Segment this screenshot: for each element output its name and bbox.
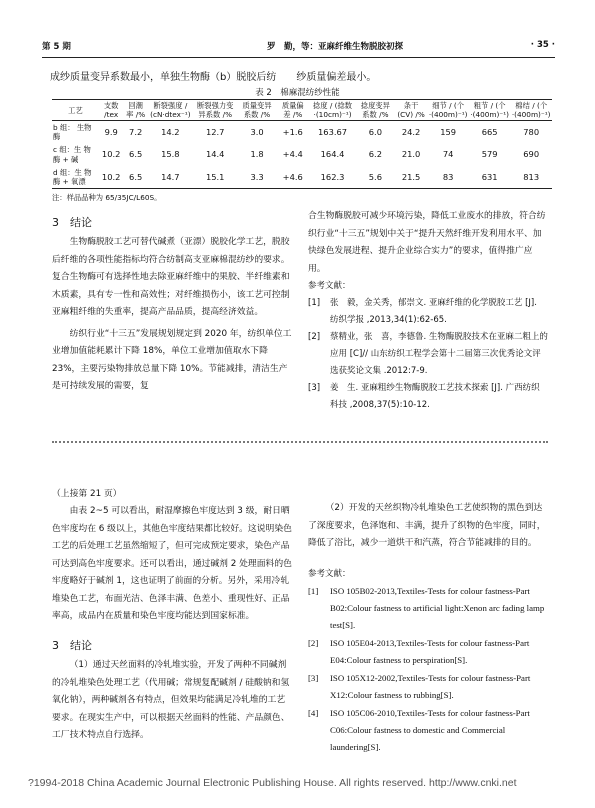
paragraph: 生物酶脱胶工艺可替代碱煮（亚漂）脱胶化学工艺，脱胶后纤维的各项性能指标均符合纺制高支亚麻棉混纺纱的要求。复合生物酶可有选择性地去除亚麻纤维中的果胶、半纤维素和木质素，具有专一性和高效性；对纤维损伤小，该工艺可控制亚麻粗纤维的失重率，提高产品品质，提高经济效益。	[52, 237, 290, 317]
right-paragraph: 合生物酶脱胶可减少环境污染，降低工业废水的排放，符合纺织行业“十三五”规划中关于“提升天然纤维开发利用水平、加快绿色发展进程、提升企业综合实力”的要求，值得推广应用。	[308, 211, 546, 274]
cell: 14.4	[205, 149, 225, 160]
cell: 665	[481, 127, 498, 138]
col-header: 支数 /tex	[103, 101, 119, 120]
cell: 3.0	[250, 127, 264, 138]
cell: 3.3	[250, 171, 264, 182]
ref-text: ISO 105C06-2010,Textiles-Tests for colour fastness-Part C06:Colour fastness to domestic and Commercial laundering[S].	[330, 708, 530, 752]
copyright-footer: ?1994-2018 China Academic Journal Electronic Publishing House. All rights reserved. http://www.cnki.net	[28, 777, 517, 789]
section-heading: 3 结论	[52, 639, 92, 652]
conclusion-item-1: （1）通过天丝面料的冷轧堆实验，开发了两种不同碱剂的冷轧堆染色处理工艺（代用碱；常规复配碱剂 / 硅酸钠和氢氧化钠），两种碱剂各有特点，但效果均能满足冷轧堆的工艺要求。在现实生产中，可以根据天丝面料的性能、产品颜色、工厂技术特点自行选择。	[52, 660, 290, 740]
cell: 813	[523, 171, 540, 182]
cell: 5.6	[368, 171, 382, 182]
cell: 12.7	[205, 127, 225, 138]
table-header-row	[52, 100, 552, 121]
ref-number: [3]	[308, 383, 321, 393]
references-title: 参考文献：	[308, 569, 351, 579]
col-header: 断裂强度 / (cN·dtex⁻¹)	[150, 101, 191, 120]
cell: 631	[481, 171, 498, 182]
cell: +4.6	[282, 171, 303, 182]
cell: 163.67	[318, 127, 348, 138]
cell: 9.9	[104, 127, 118, 138]
ref-text: ISO 105B02-2013,Textiles-Tests for colour fastness-Part B02:Colour fastness to artificial light:Xenon arc fading lamp test[S].	[330, 586, 545, 630]
running-header	[42, 40, 555, 54]
ref-text: 蔡精业，张 喜，李德鲁. 生物酶脱胶技术在亚麻二粗上的应用 [C]// 山东纺织工程学会第十二届第三次优秀论文评选获奖论文集 .2012:7-9.	[330, 332, 548, 376]
row-group: c 组：生 物酶 + 碱	[53, 145, 91, 164]
col-header: 捻度 / (捻数 ·(10cm)⁻¹)	[312, 101, 353, 120]
cell: 690	[523, 149, 540, 160]
ref-text: 张 毅，金关秀，郁崇文. 亚麻纤维的化学脱胶工艺 [J]. 纺织学报 ,2013,34(1):62-65.	[330, 298, 537, 325]
cell: 162.3	[320, 171, 345, 182]
section-heading: 3 结论	[52, 216, 92, 229]
cell: 6.5	[129, 171, 143, 182]
reference-item	[308, 635, 548, 669]
issue-number: 第 5 期	[42, 42, 71, 52]
cell: 1.8	[250, 149, 264, 160]
table-caption: 表 2 棉麻混纺纱性能	[255, 88, 340, 98]
col-header: 质量偏 差 /%	[281, 101, 304, 120]
cell: 579	[481, 149, 498, 160]
col-header: 工艺	[68, 105, 83, 115]
cell: 14.7	[161, 171, 180, 182]
cell: 6.0	[368, 127, 382, 138]
col-header: 断裂强力变 异系数 /%	[196, 101, 234, 120]
col-header: 棉结 / (个 ·(400m)⁻¹)	[511, 101, 551, 120]
paragraph: 纺织行业“十三五”发展规划规定到 2020 年，纺织单位工业增加值能耗累计下降 18%，单位工业增加值取水下降 23%，主要污染物排放总量下降 10%。节能减排，清洁生产是可持续发展的需要，复	[52, 328, 292, 391]
cell: 10.2	[101, 171, 121, 182]
header-rule	[42, 57, 555, 58]
conclusion-text	[52, 234, 292, 396]
cell: 15.1	[205, 171, 225, 182]
ref-number: [1]	[308, 298, 321, 308]
ref-number: [2]	[308, 332, 321, 342]
table-row	[52, 143, 552, 165]
cell: 74	[442, 149, 454, 160]
table-row	[52, 166, 552, 189]
cell: 780	[523, 127, 540, 138]
ref-number: [4]	[308, 708, 319, 718]
reference-item	[308, 705, 548, 756]
col-header: 捻度变异 系数 /%	[360, 101, 390, 120]
cell: 15.8	[161, 149, 180, 160]
ref-number: [1]	[308, 586, 319, 596]
article-separator	[52, 441, 548, 443]
cell: 159	[440, 127, 457, 138]
reference-item	[308, 583, 548, 634]
reference-item	[308, 670, 548, 704]
page-number: · 35 ·	[530, 40, 555, 50]
ref-number: [3]	[308, 673, 319, 683]
reference-item	[308, 329, 548, 380]
col-header: 条干 (CV) /%	[397, 101, 425, 120]
table-row	[52, 121, 552, 144]
results-paragraph: 由表 2~5 可以看出，耐湿摩擦色牢度达到 3 级，耐日晒色牢度均在 6 级以上，其他色牢度结果都比较好。这说明染色工艺的后处理工艺虽然缩短了，但可完成预定要求，染色产品可达到高色牢度要求。还可以看出，通过碱剂 2 处理面料的色牢度略好于碱剂 1，这也证明了前面的分析。另外，采用冷轧堆染色工艺，布面光洁、色泽丰满、色差小、重现性好、正品率高，成品内在质量和染色牢度均能达到国家标准。	[52, 506, 292, 621]
references-en	[308, 566, 548, 757]
ref-text: ISO 105E04-2013,Textiles-Tests for colour fastness-Part E04:Colour fastness to perspiration[S].	[330, 638, 530, 665]
table-note: 注：样品品种为 65/35JC/L60S。	[52, 193, 162, 202]
reference-item	[308, 295, 548, 329]
running-title: 罗 勤，等：亚麻纤维生物脱胶初探	[267, 42, 404, 52]
row-group: d 组：生 物 酶 + 氧漂	[53, 167, 92, 186]
cell: 21.5	[401, 171, 421, 182]
ref-text: ISO 105X12-2002,Textiles-Tests for colour fastness-Part X12:Colour fastness to rubbing[S].	[330, 673, 531, 700]
cell: 21.0	[401, 149, 421, 160]
cell: +4.4	[282, 149, 303, 160]
conclusion-item-2: （2）开发的天丝织物冷轧堆染色工艺使织物的黑色到达了深度要求，色泽饱和、丰满，提升了织物的色牢度，同时，降低了浴比，减少一道烘干和汽蒸，符合节能减排的目的。	[308, 503, 546, 548]
cell: 7.2	[129, 127, 143, 138]
reference-item	[308, 380, 548, 414]
col-header: 细节 / (个 ·(400m)⁻¹)	[428, 101, 468, 120]
continued-note: （上接第 21 页）	[52, 489, 122, 499]
yarn-properties-table	[52, 99, 552, 189]
row-group: b 组： 生物酶	[53, 123, 92, 142]
ref-number: [2]	[308, 638, 319, 648]
references-title: 参考文献：	[308, 281, 351, 291]
ref-text: 姜 生. 亚麻粗纱生物酶脱胶工艺技术探索 [J]. 广西纺织科技 ,2008,37(5):10-12.	[330, 383, 540, 410]
cell: 24.2	[401, 127, 421, 138]
intro-text: 成纱质量变异系数最小，单独生物酶（b）脱胶后纺 纱质量偏差最小。	[50, 72, 377, 83]
col-header: 质量变异 系数 /%	[242, 101, 272, 120]
cell: 83	[442, 171, 454, 182]
cell: 10.2	[101, 149, 121, 160]
col-header: 粗节 / (个 ·(400m)⁻¹)	[470, 101, 509, 120]
col-header: 回潮 率 /%	[126, 101, 146, 120]
cell: 14.2	[161, 127, 180, 138]
cell: 6.5	[129, 149, 143, 160]
references	[308, 278, 548, 414]
cell: +1.6	[282, 127, 303, 138]
cell: 6.2	[368, 149, 382, 160]
cell: 164.4	[320, 149, 345, 160]
